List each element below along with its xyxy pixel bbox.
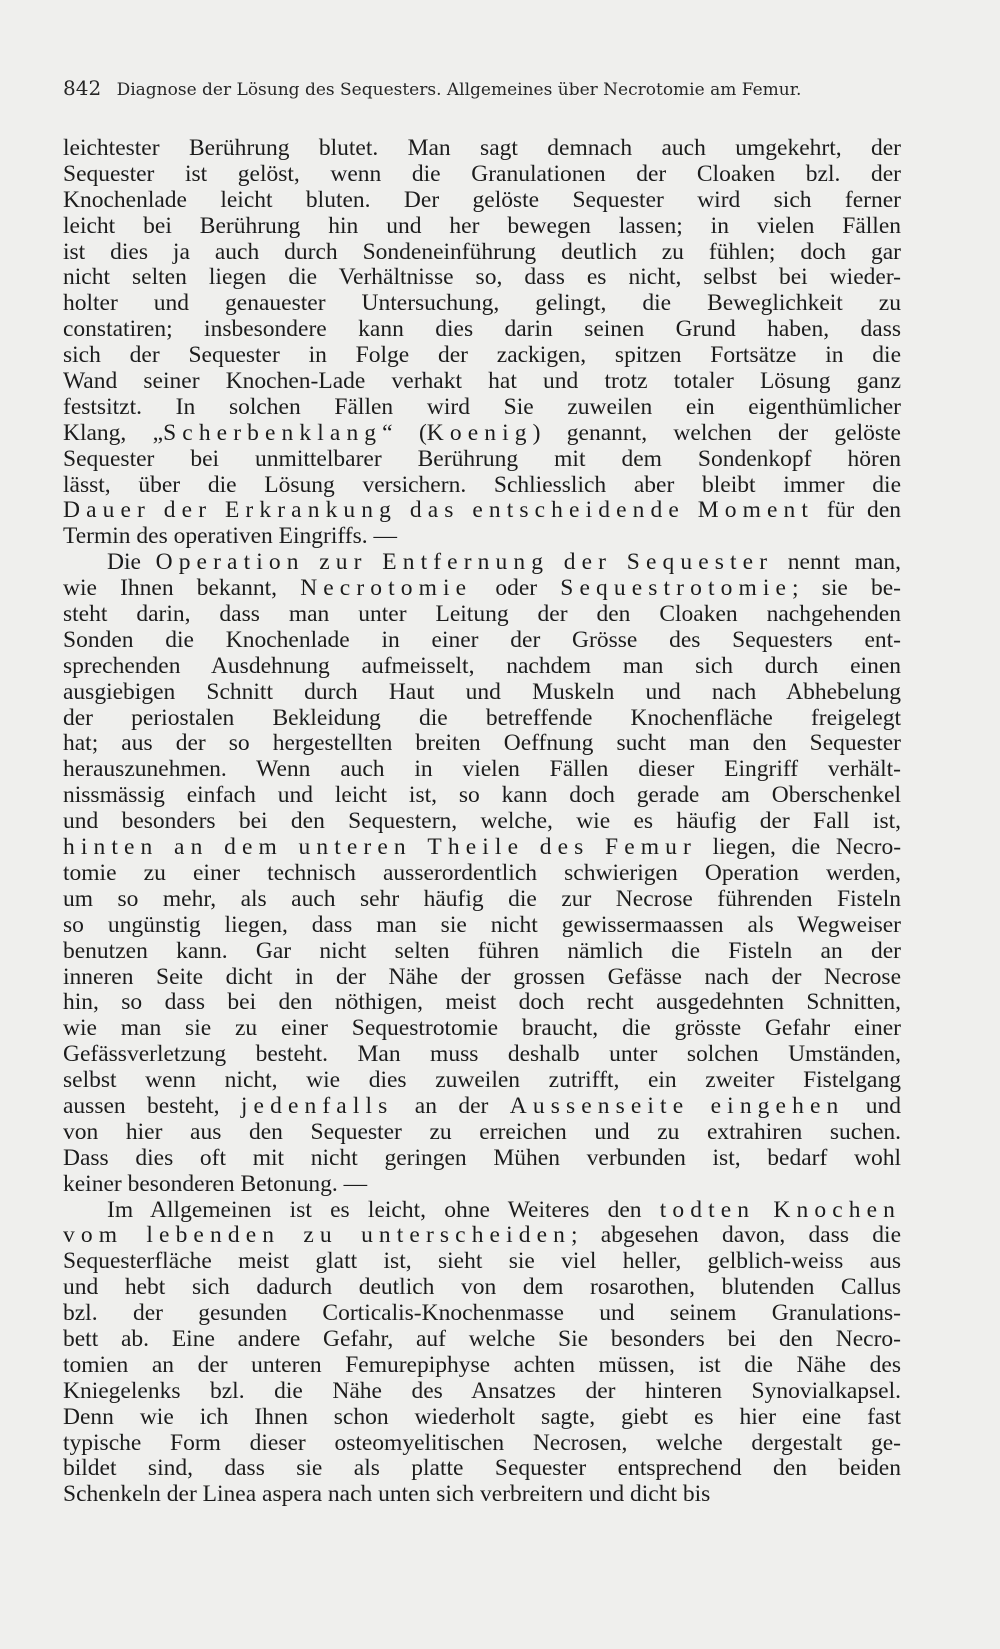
text-line: holter und genauester Untersuchung, gelingt, die Beweglichkeit zu — [63, 290, 901, 317]
text-line: aussen besteht, jedenfalls an der Aussenseite eingehen und — [63, 1092, 901, 1119]
body-text — [63, 136, 901, 1508]
text-line: ist dies ja auch durch Sondeneinführung deutlich zu fühlen; doch gar — [63, 238, 901, 265]
text-line: bildet sind, dass sie als platte Sequester entsprechend den beiden — [63, 1455, 901, 1482]
text-line: Sequester ist gelöst, wenn die Granulationen der Cloaken bzl. der — [63, 160, 901, 187]
text-line: der periostalen Bekleidung die betreffende Knochenfläche freigelegt — [63, 704, 901, 731]
text-line: benutzen kann. Gar nicht selten führen nämlich die Fisteln an der — [63, 937, 901, 964]
text-line: Wand seiner Knochen-Lade verhakt hat und trotz totaler Lösung ganz — [63, 368, 901, 395]
text-line: tomie zu einer technisch ausserordentlich schwierigen Operation werden, — [63, 859, 901, 886]
text-line: von hier aus den Sequester zu erreichen und zu extrahiren suchen. — [63, 1118, 901, 1145]
text-line: sprechenden Ausdehnung aufmeisselt, nachdem man sich durch einen — [63, 652, 901, 679]
text-line: Dass dies oft mit nicht geringen Mühen verbunden ist, bedarf wohl — [63, 1144, 901, 1171]
text-line: um so mehr, als auch sehr häufig die zur Necrose führenden Fisteln — [63, 885, 901, 912]
text-line: vom lebenden zu unterscheiden; abgesehen davon, dass die — [63, 1222, 901, 1249]
text-line: Klang, „Scherbenklang“ (Koenig) genannt, welchen der gelöste — [63, 419, 901, 446]
text-line: hin, so dass bei den nöthigen, meist doch recht ausgedehnten Schnitten, — [63, 989, 901, 1016]
page-number: 842 — [63, 76, 102, 100]
running-title: Diagnose der Lösung des Sequesters. Allgemeines über Necrotomie am Femur. — [116, 80, 802, 100]
text-line: steht darin, dass man unter Leitung der den Cloaken nachgehenden — [63, 601, 901, 628]
text-line: und besonders bei den Sequestern, welche, wie es häufig der Fall ist, — [63, 808, 901, 835]
text-line: nicht selten liegen die Verhältnisse so, dass es nicht, selbst bei wieder- — [63, 264, 901, 291]
text-line: constatiren; insbesondere kann dies darin seinen Grund haben, dass — [63, 316, 901, 343]
text-line: Sonden die Knochenlade in einer der Grösse des Sequesters ent- — [63, 626, 901, 653]
text-line: Dauer der Erkrankung das entscheidende Moment für den — [63, 497, 901, 524]
text-line: hat; aus der so hergestellten breiten Oeffnung sucht man den Sequester — [63, 730, 901, 757]
text-line: ausgiebigen Schnitt durch Haut und Muskeln und nach Abhebelung — [63, 678, 901, 705]
text-line: Termin des operativen Eingriffs. — — [63, 523, 398, 550]
text-line: Sequesterfläche meist glatt ist, sieht sie viel heller, gelblich-weiss aus — [63, 1248, 901, 1275]
text-line: tomien an der unteren Femurepiphyse achten müssen, ist die Nähe des — [63, 1351, 901, 1378]
text-line: bzl. der gesunden Corticalis-Knochenmasse und seinem Granulations- — [63, 1300, 901, 1327]
text-line: sich der Sequester in Folge der zackigen, spitzen Fortsätze in die — [63, 342, 901, 369]
running-header — [63, 76, 893, 100]
text-line: keiner besonderen Betonung. — — [63, 1170, 368, 1197]
text-line: Schenkeln der Linea aspera nach unten sich verbreitern und dicht bis — [63, 1481, 711, 1508]
text-line: leicht bei Berührung hin und her bewegen lassen; in vielen Fällen — [63, 212, 901, 239]
text-line: wie man sie zu einer Sequestrotomie braucht, die grösste Gefahr einer — [63, 1015, 901, 1042]
text-line: lässt, über die Lösung versichern. Schliesslich aber bleibt immer die — [63, 471, 901, 498]
text-line: wie Ihnen bekannt, Necrotomie oder Sequestrotomie; sie be- — [63, 575, 902, 602]
text-line: Gefässverletzung besteht. Man muss deshalb unter solchen Umständen, — [63, 1041, 901, 1068]
text-line: hinten an dem unteren Theile des Femur liegen, die Necro- — [63, 834, 902, 861]
text-line: und hebt sich dadurch deutlich von dem rosarothen, blutenden Callus — [63, 1274, 901, 1301]
text-line: Die Operation zur Entfernung der Sequester nennt man, — [107, 549, 902, 576]
text-line: typische Form dieser osteomyelitischen Necrosen, welche dergestalt ge- — [63, 1429, 901, 1456]
text-line: selbst wenn nicht, wie dies zuweilen zutrifft, ein zweiter Fistelgang — [63, 1067, 901, 1094]
text-line: Kniegelenks bzl. die Nähe des Ansatzes der hinteren Synovialkapsel. — [63, 1377, 901, 1404]
text-line: herauszunehmen. Wenn auch in vielen Fällen dieser Eingriff verhält- — [63, 756, 901, 783]
text-line: Knochenlade leicht bluten. Der gelöste Sequester wird sich ferner — [63, 186, 901, 213]
text-line: Im Allgemeinen ist es leicht, ohne Weiteres den todten Knochen — [107, 1196, 902, 1223]
text-line: Sequester bei unmittelbarer Berührung mit dem Sondenkopf hören — [63, 445, 901, 472]
text-line: bett ab. Eine andere Gefahr, auf welche Sie besonders bei den Necro- — [63, 1325, 901, 1352]
text-line: leichtester Berührung blutet. Man sagt demnach auch umgekehrt, der — [63, 135, 901, 161]
text-line: so ungünstig liegen, dass man sie nicht gewissermaassen als Wegweiser — [63, 911, 901, 938]
text-line: Denn wie ich Ihnen schon wiederholt sagte, giebt es hier eine fast — [63, 1403, 901, 1430]
text-line: inneren Seite dicht in der Nähe der grossen Gefässe nach der Necrose — [63, 963, 901, 990]
text-line: festsitzt. In solchen Fällen wird Sie zuweilen ein eigenthümlicher — [63, 393, 901, 420]
text-line: nissmässig einfach und leicht ist, so kann doch gerade am Oberschenkel — [63, 782, 901, 809]
